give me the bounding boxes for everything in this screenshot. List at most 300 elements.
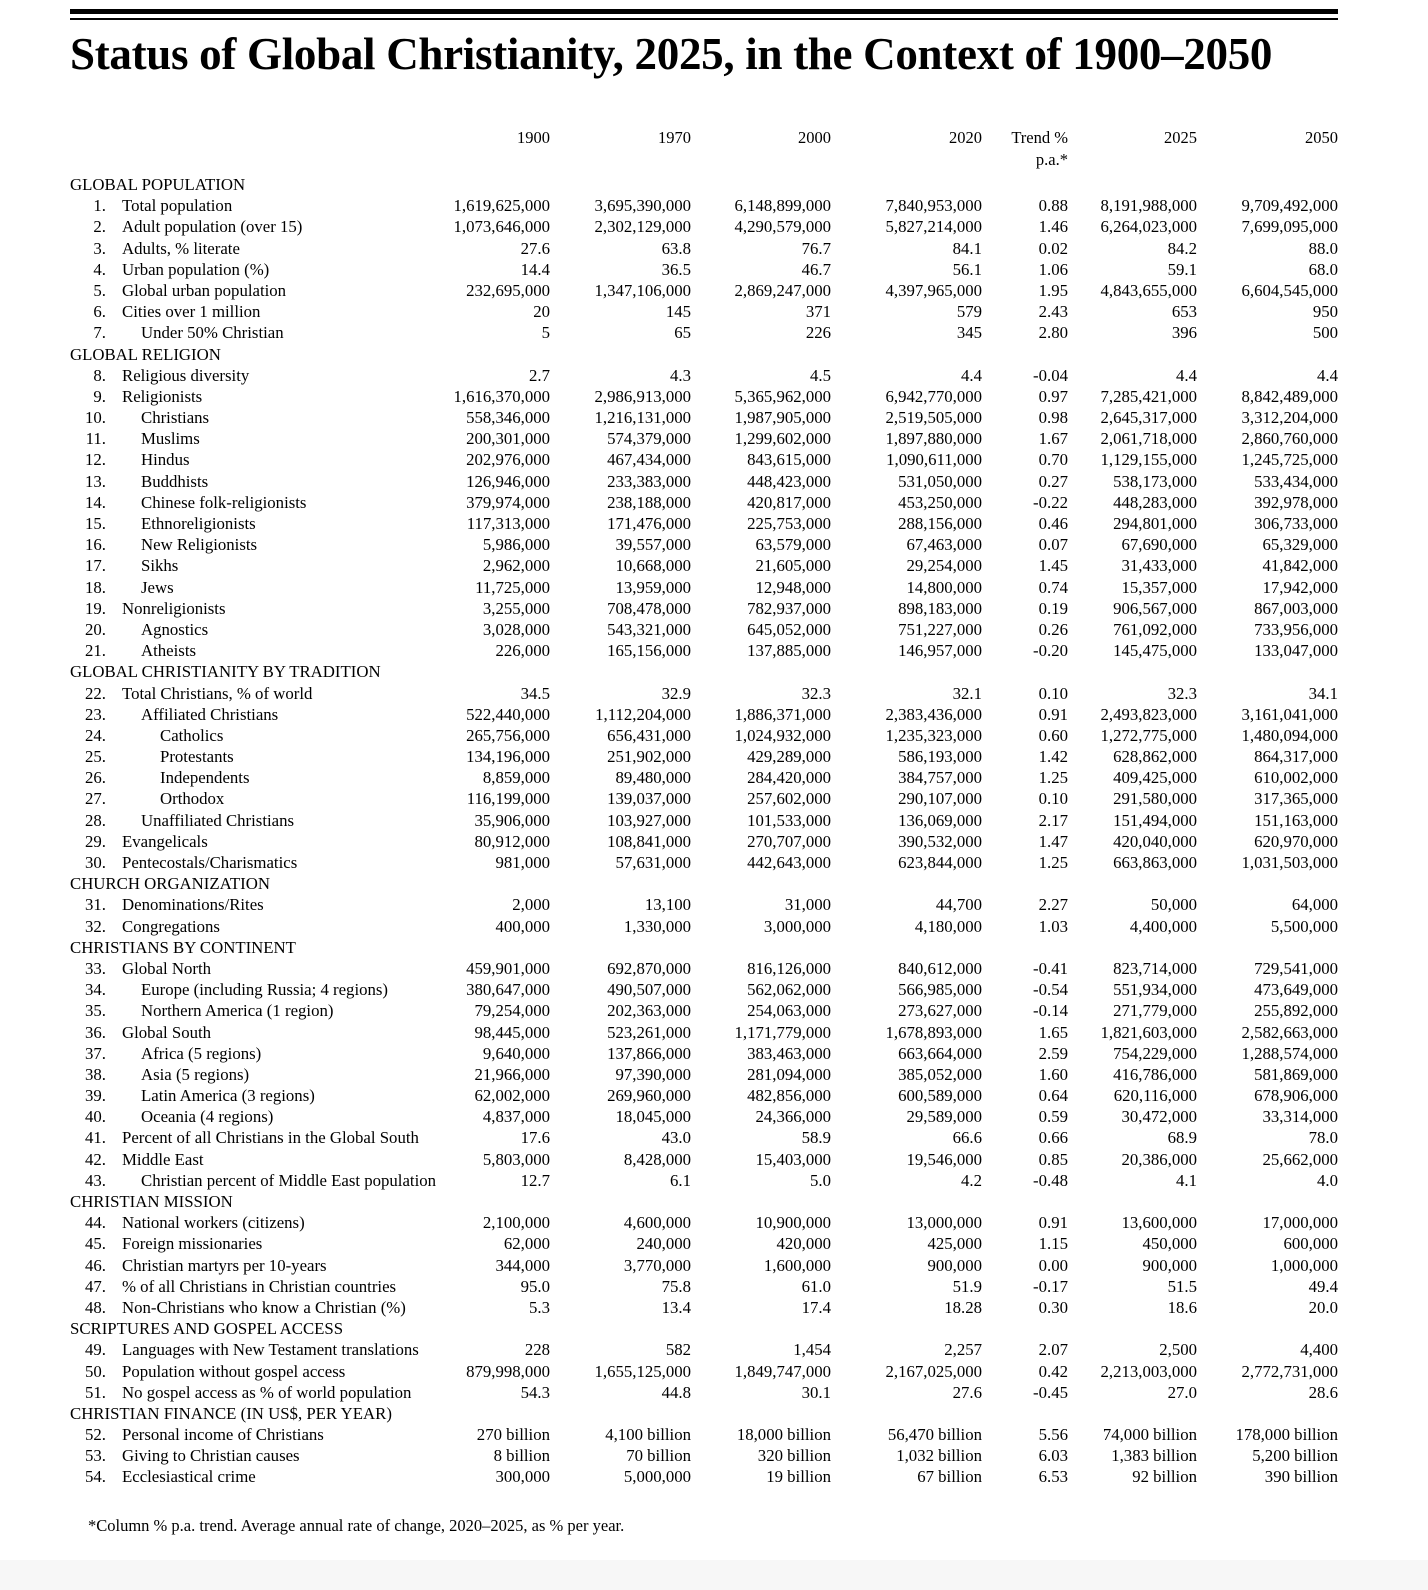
row-label: Global urban population: [122, 280, 287, 300]
val-2025: 551,934,000: [1113, 980, 1197, 1000]
val-1970: 57,631,000: [615, 853, 691, 872]
table-row: [0, 979, 1428, 1000]
row-number: 30.: [85, 853, 106, 872]
val-2000: 1,886,371,000: [734, 704, 831, 724]
val-1900: 9,640,000: [482, 1043, 550, 1063]
row-number: 40.: [85, 1107, 106, 1127]
row-number: 35.: [85, 1001, 106, 1021]
val-1970: 1,655,125,000: [594, 1361, 691, 1381]
val-2025: 30,472,000: [1121, 1107, 1197, 1127]
row-number: 42.: [85, 1149, 106, 1169]
val-2020: 600,589,000: [898, 1086, 982, 1106]
val-1970: 108,841,000: [607, 831, 691, 851]
row-label: Africa (5 regions): [141, 1043, 262, 1063]
val-2020: 1,897,880,000: [885, 429, 982, 449]
val-1900: 879,998,000: [466, 1361, 550, 1381]
row-label: Global North: [122, 958, 212, 978]
val-1970: 5,000,000: [623, 1467, 691, 1487]
val-2020: 13,000,000: [906, 1213, 982, 1233]
val-2020: 136,069,000: [898, 810, 982, 830]
table-row: [0, 1085, 1428, 1106]
val-1970: 2,986,913,000: [594, 386, 691, 406]
val-trend: 5.56: [1038, 1425, 1068, 1445]
val-2020: 29,589,000: [906, 1107, 982, 1127]
val-1970: 269,960,000: [607, 1086, 691, 1106]
val-2025: 74,000 billion: [1102, 1425, 1197, 1445]
val-2050: 3,312,204,000: [1241, 408, 1338, 428]
val-2050: 34.1: [1308, 683, 1338, 703]
row-number: 38.: [85, 1064, 106, 1084]
val-2000: 1,299,602,000: [734, 429, 831, 449]
val-trend: 0.00: [1038, 1255, 1068, 1275]
val-2000: 19 billion: [766, 1467, 831, 1487]
val-2020: 84.1: [952, 238, 982, 258]
val-2000: 482,856,000: [747, 1086, 831, 1106]
val-2000: 1,171,779,000: [734, 1022, 831, 1042]
val-1900: 5,986,000: [482, 535, 550, 555]
val-trend: 0.30: [1038, 1297, 1068, 1317]
page-bottom-shade: [0, 1560, 1428, 1590]
val-2020: 345: [956, 323, 982, 343]
row-number: 4.: [93, 259, 106, 279]
val-2050: 41,842,000: [1262, 556, 1338, 576]
val-2020: 67,463,000: [906, 535, 982, 555]
val-2000: 58.9: [801, 1128, 831, 1148]
val-trend: 0.64: [1038, 1086, 1068, 1106]
val-2000: 3,000,000: [763, 916, 831, 936]
val-1970: 139,037,000: [607, 789, 691, 809]
val-trend: 2.07: [1038, 1340, 1068, 1360]
val-2025: 450,000: [1142, 1234, 1197, 1254]
val-2020: 56.1: [952, 259, 982, 279]
row-number: 17.: [85, 556, 106, 576]
table-row: [0, 428, 1428, 449]
row-number: 1.: [93, 196, 106, 216]
val-2020: 4.4: [961, 365, 982, 385]
val-2050: 88.0: [1308, 238, 1338, 258]
val-2020: 1,090,611,000: [886, 450, 982, 470]
val-2025: 1,129,155,000: [1100, 450, 1197, 470]
val-2025: 68.9: [1167, 1128, 1197, 1148]
val-2000: 843,615,000: [747, 450, 831, 470]
val-2025: 4.4: [1176, 365, 1197, 385]
val-2050: 620,970,000: [1254, 831, 1338, 851]
val-2050: 729,541,000: [1254, 958, 1338, 978]
col-header-1970: 1970: [658, 128, 691, 147]
top-rule-thick: [70, 9, 1338, 14]
val-2050: 317,365,000: [1254, 789, 1338, 809]
val-2025: 50,000: [1150, 895, 1197, 915]
val-2000: 12,948,000: [755, 577, 831, 597]
val-1900: 12.7: [520, 1170, 550, 1190]
val-2050: 4.0: [1317, 1170, 1338, 1190]
val-2050: 2,772,731,000: [1241, 1361, 1338, 1381]
val-1970: 523,261,000: [607, 1022, 691, 1042]
val-2000: 1,454: [793, 1340, 831, 1360]
val-1970: 6.1: [670, 1170, 691, 1190]
val-1970: 4,100 billion: [605, 1425, 691, 1445]
row-label: Foreign missionaries: [122, 1234, 263, 1254]
val-2000: 383,463,000: [747, 1043, 831, 1063]
row-number: 46.: [85, 1255, 106, 1275]
val-2025: 754,229,000: [1113, 1043, 1197, 1063]
val-2025: 7,285,421,000: [1100, 386, 1197, 406]
table-row: [0, 1149, 1428, 1170]
val-1900: 116,199,000: [466, 789, 550, 809]
val-2025: 291,580,000: [1113, 789, 1197, 809]
val-1900: 27.6: [520, 238, 550, 258]
val-2000: 442,643,000: [747, 853, 831, 872]
val-2050: 950: [1312, 302, 1338, 322]
row-number: 32.: [85, 916, 106, 936]
val-2020: 900,000: [927, 1255, 982, 1275]
table-row: [0, 852, 1428, 873]
val-trend: 1.46: [1038, 217, 1068, 237]
val-trend: 1.65: [1038, 1022, 1068, 1042]
val-2020: 385,052,000: [898, 1064, 982, 1084]
row-label: Denominations/Rites: [122, 895, 264, 915]
val-2025: 2,493,823,000: [1100, 704, 1197, 724]
section-heading-row: [0, 344, 1428, 365]
col-header-2020: 2020: [949, 128, 982, 147]
val-1970: 145: [665, 302, 691, 322]
val-1900: 202,976,000: [466, 450, 550, 470]
val-2025: 59.1: [1167, 259, 1197, 279]
row-label: Affiliated Christians: [141, 704, 279, 724]
val-2000: 254,063,000: [747, 1001, 831, 1021]
column-headers: [0, 128, 1428, 176]
val-2020: 4,180,000: [914, 916, 982, 936]
val-2000: 30.1: [801, 1382, 831, 1402]
val-1900: 134,196,000: [466, 747, 550, 767]
table-row: [0, 1276, 1428, 1297]
section-heading-row: [0, 937, 1428, 958]
val-1900: 300,000: [495, 1467, 550, 1487]
val-1970: 1,330,000: [623, 916, 691, 936]
val-2000: 5.0: [810, 1170, 831, 1190]
val-1970: 63.8: [661, 238, 691, 258]
table-row: [0, 1064, 1428, 1085]
val-2050: 3,161,041,000: [1241, 704, 1338, 724]
val-trend: 1.42: [1038, 747, 1068, 767]
row-label: Languages with New Testament translations: [122, 1340, 419, 1360]
row-number: 25.: [85, 747, 106, 767]
val-trend: 0.91: [1038, 1213, 1068, 1233]
val-2025: 4,400,000: [1129, 916, 1197, 936]
val-2020: 7,840,953,000: [885, 196, 982, 216]
val-1900: 5: [541, 323, 550, 343]
table-row: [0, 894, 1428, 915]
val-1970: 70 billion: [626, 1446, 691, 1466]
val-1970: 708,478,000: [607, 598, 691, 618]
val-2000: 21,605,000: [755, 556, 831, 576]
footnote: *Column % p.a. trend. Average annual rate of change, 2020–2025, as % per year.: [88, 1516, 625, 1535]
row-label: Oceania (4 regions): [141, 1107, 274, 1127]
table-row: [0, 492, 1428, 513]
val-2025: 4.1: [1176, 1170, 1197, 1190]
val-trend: -0.17: [1033, 1276, 1068, 1296]
val-trend: 2.17: [1038, 810, 1068, 830]
val-trend: 1.25: [1038, 853, 1068, 872]
val-1970: 39,557,000: [615, 535, 691, 555]
val-2020: 56,470 billion: [887, 1425, 982, 1445]
row-label: Urban population (%): [122, 259, 270, 279]
row-number: 33.: [85, 958, 106, 978]
val-2050: 20.0: [1308, 1297, 1338, 1317]
val-trend: 0.97: [1038, 386, 1068, 406]
row-label: Atheists: [141, 641, 197, 661]
val-2020: 273,627,000: [898, 1001, 982, 1021]
section-heading: GLOBAL RELIGION: [70, 344, 221, 364]
row-label: Population without gospel access: [122, 1361, 346, 1381]
row-number: 49.: [85, 1340, 106, 1360]
val-1970: 490,507,000: [607, 980, 691, 1000]
val-1970: 233,383,000: [607, 471, 691, 491]
val-1900: 8 billion: [493, 1446, 550, 1466]
val-1900: 80,912,000: [474, 831, 550, 851]
table-row: [0, 577, 1428, 598]
val-2000: 24,366,000: [755, 1107, 831, 1127]
val-trend: -0.04: [1033, 365, 1068, 385]
val-2020: 2,383,436,000: [885, 704, 982, 724]
val-2025: 151,494,000: [1113, 810, 1197, 830]
row-number: 23.: [85, 704, 106, 724]
row-label: Congregations: [122, 916, 220, 936]
val-1970: 13,100: [644, 895, 691, 915]
val-1900: 200,301,000: [466, 429, 550, 449]
table-row: [0, 619, 1428, 640]
val-trend: 0.74: [1038, 577, 1068, 597]
row-number: 16.: [85, 535, 106, 555]
row-label: Religious diversity: [122, 365, 250, 385]
col-header-trend-sub: p.a.*: [1035, 150, 1068, 169]
val-2000: 420,817,000: [747, 492, 831, 512]
val-trend: 0.46: [1038, 514, 1068, 533]
val-2050: 1,031,503,000: [1241, 853, 1338, 872]
val-2050: 733,956,000: [1254, 619, 1338, 639]
val-2020: 67 billion: [917, 1467, 982, 1487]
val-1970: 171,476,000: [607, 514, 691, 533]
table-row: [0, 1043, 1428, 1064]
col-header-1900: 1900: [517, 128, 550, 147]
val-2050: 306,733,000: [1254, 514, 1338, 533]
val-trend: -0.20: [1033, 641, 1068, 661]
val-1900: 62,000: [503, 1234, 550, 1254]
row-label: Unaffiliated Christians: [141, 810, 295, 830]
val-2020: 531,050,000: [898, 471, 982, 491]
row-label: Pentecostals/Charismatics: [122, 853, 298, 872]
val-2025: 1,272,775,000: [1100, 725, 1197, 745]
val-1970: 656,431,000: [607, 725, 691, 745]
row-number: 22.: [85, 683, 106, 703]
val-1970: 582: [665, 1340, 691, 1360]
val-2050: 133,047,000: [1254, 641, 1338, 661]
val-1900: 558,346,000: [466, 408, 550, 428]
table-row: [0, 407, 1428, 428]
row-label: Muslims: [141, 429, 200, 449]
val-2050: 392,978,000: [1254, 492, 1338, 512]
val-1900: 98,445,000: [474, 1022, 550, 1042]
val-trend: 0.42: [1038, 1361, 1068, 1381]
row-label: Christian martyrs per 10-years: [122, 1255, 327, 1275]
val-1900: 14.4: [520, 259, 550, 279]
val-1970: 13,959,000: [615, 577, 691, 597]
table-row: [0, 1106, 1428, 1127]
row-number: 19.: [85, 598, 106, 618]
val-2050: 610,002,000: [1254, 768, 1338, 788]
row-label: Catholics: [160, 725, 224, 745]
table-row: [0, 322, 1428, 343]
row-label: Adults, % literate: [122, 238, 240, 258]
row-number: 28.: [85, 810, 106, 830]
val-1900: 34.5: [520, 683, 550, 703]
val-trend: -0.22: [1033, 492, 1068, 512]
val-1900: 35,906,000: [474, 810, 550, 830]
row-label: Total Christians, % of world: [122, 683, 313, 703]
val-2020: 288,156,000: [898, 514, 982, 533]
val-2000: 448,423,000: [747, 471, 831, 491]
val-2020: 566,985,000: [898, 980, 982, 1000]
val-2020: 453,250,000: [898, 492, 982, 512]
val-2050: 5,500,000: [1270, 916, 1338, 936]
top-rule-thin: [70, 18, 1338, 20]
val-1970: 1,112,204,000: [595, 704, 691, 724]
val-2020: 6,942,770,000: [885, 386, 982, 406]
section-heading: GLOBAL CHRISTIANITY BY TRADITION: [70, 662, 381, 682]
val-1900: 20: [533, 302, 550, 322]
val-1900: 4,837,000: [482, 1107, 550, 1127]
val-2020: 586,193,000: [898, 747, 982, 767]
table-row: [0, 449, 1428, 470]
val-2025: 2,213,003,000: [1100, 1361, 1197, 1381]
val-2050: 78.0: [1308, 1128, 1338, 1148]
val-2050: 28.6: [1308, 1382, 1338, 1402]
val-2025: 32.3: [1167, 683, 1197, 703]
val-2050: 7,699,095,000: [1241, 217, 1338, 237]
row-label: Christians: [141, 408, 210, 428]
table-row: [0, 1297, 1428, 1318]
val-trend: -0.48: [1033, 1170, 1068, 1190]
table-row: [0, 1212, 1428, 1233]
table-row: [0, 683, 1428, 704]
val-2000: 18,000 billion: [736, 1425, 831, 1445]
row-label: Chinese folk-religionists: [141, 492, 307, 512]
val-2025: 294,801,000: [1113, 514, 1197, 533]
row-label: Cities over 1 million: [122, 302, 261, 322]
table-row: [0, 1127, 1428, 1148]
table-row: [0, 301, 1428, 322]
val-1900: 2,100,000: [482, 1213, 550, 1233]
val-2025: 420,040,000: [1113, 831, 1197, 851]
val-2000: 225,753,000: [747, 514, 831, 533]
val-2000: 76.7: [801, 238, 831, 258]
val-2050: 68.0: [1308, 259, 1338, 279]
val-2025: 653: [1171, 302, 1197, 322]
val-2050: 867,003,000: [1254, 598, 1338, 618]
row-number: 8.: [93, 365, 106, 385]
table-row: [0, 259, 1428, 280]
row-label: Asia (5 regions): [141, 1064, 250, 1084]
val-1970: 75.8: [661, 1276, 691, 1296]
row-label: Global South: [122, 1022, 212, 1042]
row-number: 53.: [85, 1446, 106, 1466]
val-2050: 678,906,000: [1254, 1086, 1338, 1106]
val-2025: 761,092,000: [1113, 619, 1197, 639]
val-1970: 238,188,000: [607, 492, 691, 512]
row-number: 37.: [85, 1043, 106, 1063]
val-1970: 1,216,131,000: [594, 408, 691, 428]
val-trend: 2.27: [1038, 895, 1068, 915]
table-row: [0, 513, 1428, 534]
val-1900: 117,313,000: [466, 514, 550, 533]
row-label: % of all Christians in Christian countries: [122, 1276, 397, 1296]
row-number: 47.: [85, 1276, 106, 1296]
val-2000: 4,290,579,000: [734, 217, 831, 237]
section-heading: CHRISTIAN MISSION: [70, 1192, 233, 1211]
val-2050: 390 billion: [1264, 1467, 1338, 1487]
val-2050: 2,582,663,000: [1241, 1022, 1338, 1042]
val-2020: 19,546,000: [906, 1149, 982, 1169]
row-number: 51.: [85, 1382, 106, 1402]
row-label: Middle East: [122, 1149, 204, 1169]
val-trend: 0.88: [1038, 196, 1068, 216]
val-2050: 4.4: [1317, 365, 1338, 385]
val-2050: 9,709,492,000: [1241, 196, 1338, 216]
row-number: 39.: [85, 1086, 106, 1106]
row-number: 48.: [85, 1297, 106, 1317]
table-row: [0, 1382, 1428, 1403]
val-2025: 396: [1171, 323, 1197, 343]
val-trend: 0.10: [1038, 683, 1068, 703]
row-label: Jews: [141, 577, 174, 597]
row-number: 11.: [85, 429, 106, 449]
val-trend: 0.85: [1038, 1149, 1068, 1169]
table-row: [0, 1466, 1428, 1487]
val-trend: 2.80: [1038, 323, 1068, 343]
val-2020: 425,000: [927, 1234, 982, 1254]
val-2000: 17.4: [801, 1297, 831, 1317]
val-trend: 0.66: [1038, 1128, 1068, 1148]
row-label: Protestants: [160, 747, 234, 767]
row-label: Buddhists: [141, 471, 209, 491]
val-2020: 579: [956, 302, 982, 322]
val-1970: 165,156,000: [607, 641, 691, 661]
val-2050: 17,000,000: [1262, 1213, 1338, 1233]
val-2025: 92 billion: [1132, 1467, 1197, 1487]
table-row: [0, 1170, 1428, 1191]
val-2020: 1,678,893,000: [885, 1022, 982, 1042]
val-1970: 10,668,000: [615, 556, 691, 576]
page-title: Status of Global Christianity, 2025, in the Context of 1900–2050: [70, 29, 1273, 79]
row-number: 24.: [85, 725, 106, 745]
val-1970: 13.4: [661, 1297, 691, 1317]
val-1900: 265,756,000: [466, 725, 550, 745]
row-number: 44.: [85, 1213, 106, 1233]
val-trend: 1.95: [1038, 280, 1068, 300]
val-2050: 64,000: [1291, 895, 1338, 915]
val-1970: 18,045,000: [615, 1107, 691, 1127]
table-row: [0, 725, 1428, 746]
table-row: [0, 471, 1428, 492]
val-2025: 1,383 billion: [1111, 1446, 1197, 1466]
val-2050: 8,842,489,000: [1241, 386, 1338, 406]
val-trend: 1.25: [1038, 768, 1068, 788]
row-label: Percent of all Christians in the Global South: [122, 1128, 419, 1148]
val-1900: 232,695,000: [466, 280, 550, 300]
val-2050: 864,317,000: [1254, 747, 1338, 767]
val-trend: 0.91: [1038, 704, 1068, 724]
val-2025: 409,425,000: [1113, 768, 1197, 788]
